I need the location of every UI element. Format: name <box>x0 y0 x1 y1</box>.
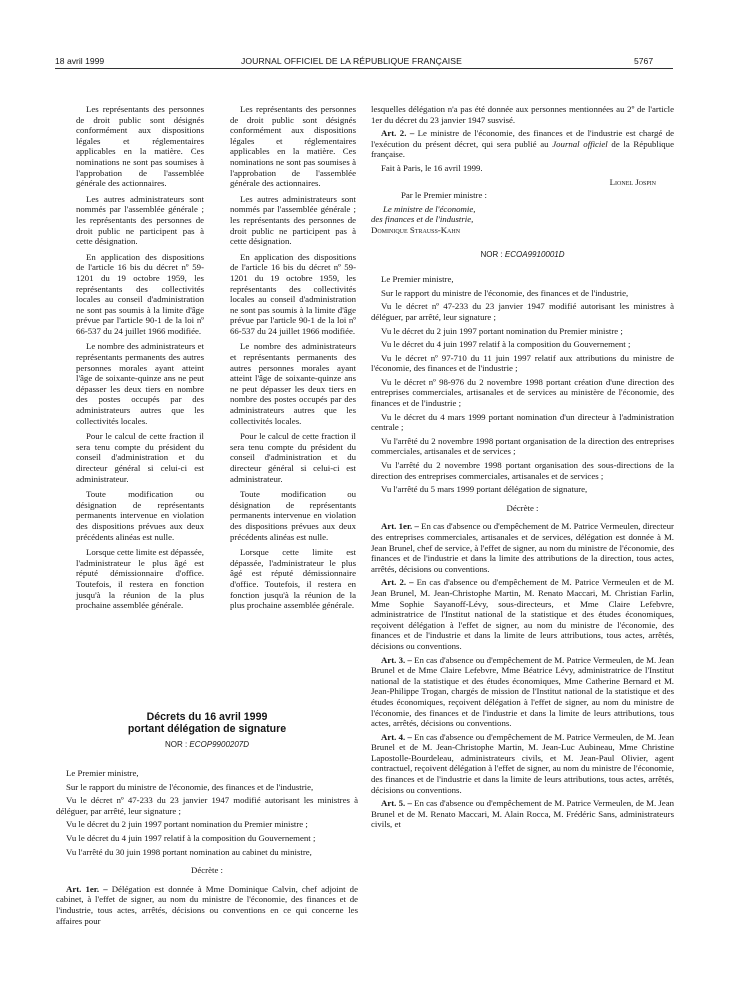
visa-line: Vu l'arrêté du 5 mars 1999 portant délégation de signature, <box>381 484 588 495</box>
article <box>371 577 674 651</box>
paragraph: Le nombre des administrateurs et représentants permanents des autres personnes morales ayant atteint l'âge de soixante-quinze ans ne peut dépasser les deux tiers en nombre des postes occupés par des administrateurs autres que les collectivités locales. <box>230 341 356 426</box>
minister-name: Dominique Strauss-Kahn <box>371 224 461 235</box>
paragraph: Pour le calcul de cette fraction il sera tenu compte du président du conseil d'administration et du directeur général si celui-ci est administrateur. <box>76 431 204 484</box>
paragraph: Les représentants des personnes de droit public sont désignés conformément aux dispositions légales et réglementaires applicables en la matière. Ces nominations ne sont pas soumises à l'approbation de l'assemblée générale des actionnaires. <box>230 104 356 189</box>
article-text-a: Le ministre de l'économie, des finances et de l'industrie est chargé de l'exécution du présent décret, qui sera publié au <box>371 128 675 149</box>
visa-line: Vu l'arrêté du 30 juin 1998 portant nomination au cabinet du ministre, <box>66 846 312 857</box>
article-1 <box>56 884 358 926</box>
nor-code: ECOA9910001D <box>504 249 565 259</box>
visa-line: Le Premier ministre, <box>66 768 139 778</box>
statutes-column-1-inner <box>56 104 206 611</box>
minister-title-line-2 <box>371 214 674 225</box>
minister-title-line-1 <box>383 204 674 215</box>
decree-title-line-1: Décrets du 16 avril 1999 <box>146 711 268 723</box>
paragraph: Les autres administrateurs sont nommés par l'assemblée générale ; les représentants des personnes de droit public ne participent pas à cette désignation. <box>76 193 204 247</box>
article-text: En cas d'absence ou d'empêchement de M. Patrice Vermeulen, de M. Jean Brunel et de M. Jean-Christophe Martin, M. Jean-Luc Aubineau, Mme Christine Lapostolle-Bourdeleau, administrateurs civils, et M. Jean-Paul Olivier, agent contractuel, reçoivent délégation à l'effet de signer, au nom du ministre de l'économie, des finances et de l'industrie et dans la limite de leurs attributions, tous actes, arrêtés, décisions ou conventions. <box>371 731 675 795</box>
continued-text: lesquelles délégation n'a pas été donnée aux personnes mentionnées au 2º de l'article 1er du décret du 23 janvier 1947 susvisé. <box>371 104 674 125</box>
article-text: En cas d'absence ou d'empêchement de M. Patrice Vermeulen, directeur des entreprises commerciales, artisanales et de services, délégation est donnée à M. Jean Brunel, chef de service, à l'effet de signer, au nom du ministre de l'économie, des finances et de l'industrie et dans la limite des attributions de la direction, tous actes, arrêtés, décisions ou conventions. <box>371 521 674 574</box>
visa-line: Vu le décret nº 47-233 du 23 janvier 1947 modifié autorisant les ministres à déléguer, par arrêté, leur signature ; <box>371 301 674 322</box>
article-text: En cas d'absence ou d'empêchement de M. Patrice Vermeulen, de M. Jean Brunel et de Mme Claire Lefebvre, Mme Béatrice Lévy, administratrice de l'Institut national de la statistique et des études économiques, Mme Catherine Bernard et M. Jean-Philippe Trogan, chargés de mission de l'Institut national de la statistique et des études économiques, reçoivent délégation à l'effet de signer, au nom du ministre de l'économie, des finances et de l'industrie et dans la limite de leurs attributions, tous actes, arrêtés, décisions ou conventions. <box>371 654 675 729</box>
nor-code: ECOP9900207D <box>189 740 250 749</box>
article-label: Art. 2. – <box>381 577 414 588</box>
visa-line: Vu le décret nº 97-710 du 11 juin 1997 relatif aux attributions du ministre de l'économie, des finances et de l'industrie ; <box>371 352 674 374</box>
visa-line: Vu le décret du 4 juin 1997 relatif à la composition du Gouvernement ; <box>66 832 316 843</box>
article-label: Art. 2. – <box>381 128 415 139</box>
visa-line: Vu l'arrêté du 2 novembre 1998 portant organisation de la direction des entreprises commerciales, artisanales et de services ; <box>371 435 674 457</box>
paragraph: Les représentants des personnes de droit public sont désignés conformément aux dispositions légales et réglementaires applicables en la matière. Ces nominations ne sont pas soumises à l'approbation de l'assemblée générale des actionnaires. <box>76 104 204 189</box>
visa-line: Vu l'arrêté du 2 novembre 1998 portant organisation des sous-directions de la direction des entreprises commerciales, artisanales et de services ; <box>371 460 674 481</box>
paragraph: Toute modification ou désignation de représentants permanents intervenue en violation des dispositions prévues aux deux précédents alinéas est nulle. <box>76 489 204 542</box>
visa-line: Le Premier ministre, <box>381 274 454 285</box>
decree-title-line-2: portant délégation de signature <box>127 723 287 735</box>
visa-line: Vu le décret nº 98-976 du 2 novembre 1998 portant création d'une direction des entreprises commerciales, artisanales et de services au ministère de l'économie, des finances et de l'industrie ; <box>371 376 674 409</box>
article-label: Art. 1er. – <box>66 883 108 894</box>
nor-reference-left <box>56 740 358 751</box>
nor-reference-right <box>371 250 674 261</box>
article-label: Art. 3. – <box>381 654 412 665</box>
decree-title <box>56 711 358 735</box>
header-rule <box>55 68 673 69</box>
paragraph: Lorsque cette limite est dépassée, l'administrateur le plus âgé est réputé démissionnaire d'office. Toutefois, il restera en fonction jusqu'à la réunion de la plus prochaine assemblée générale. <box>76 547 204 611</box>
visa-line: Vu le décret du 4 juin 1997 relatif à la composition du Gouvernement ; <box>381 339 631 350</box>
paragraph: En application des dispositions de l'article 16 bis du décret nº 59-1201 du 19 octobre 1959, les représentants des collectivités locales au conseil d'administration ne sont pas soumis à la limite d'âge prévue par l'article 90-1 de la loi nº 66-537 du 24 juillet 1966 modifiée. <box>76 251 204 336</box>
visa-line: Vu le décret du 4 mars 1999 portant nomination d'un directeur à l'administration centrale ; <box>371 411 674 433</box>
decrete-heading: Décrète : <box>506 502 539 513</box>
article-text: En cas d'absence ou d'empêchement de M. Patrice Vermeulen et de M. Jean Brunel, M. Jean-Christophe Martin, M. Renato Maccari, M. Christian Farlin, Mme Sophie Sayanoff-Lévy, sous-directeurs, et Mme Claire Lefebvre, administratrice de l'Institut national de la statistique et des études économiques, reçoivent délégation à l'effet de signer, au nom du ministre de l'économie, des finances et de l'industrie et dans la limite de leurs attributions, tous actes, arrêtés, décisions ou conventions. <box>371 577 675 651</box>
decree-1-body <box>56 768 358 929</box>
journal-reference: Journal officiel <box>552 138 608 149</box>
journal-title: JOURNAL OFFICIEL DE LA RÉPUBLIQUE FRANÇAISE <box>241 56 462 66</box>
par-premier-ministre: Par le Premier ministre : <box>401 190 487 201</box>
visa-line: Sur le rapport du ministre de l'économie, des finances et de l'industrie, <box>381 287 629 298</box>
paragraph: Le nombre des administrateurs et représentants permanents des autres personnes morales ayant atteint l'âge de soixante-quinze ans ne peut dépasser les deux tiers en nombre des postes occupés par des administrateurs autres que les collectivités locales. <box>76 341 204 426</box>
paragraph: Lorsque cette limite est dépassée, l'administrateur le plus âgé est réputé démissionnaire d'office. Toutefois, il restera en fonction jusqu'à la réunion de la plus prochaine assemblée générale. <box>230 547 356 611</box>
signatory-prime-minister: Lionel Jospin <box>609 176 656 187</box>
article-text-b: de la République française. <box>371 138 674 160</box>
right-column <box>371 104 674 833</box>
paragraph: Pour le calcul de cette fraction il sera tenu compte du président du conseil d'administration et du directeur général si celui-ci est administrateur. <box>230 431 356 484</box>
visa-line: Sur le rapport du ministre de l'économie, des finances et de l'industrie, <box>66 781 314 792</box>
fait-line: Fait à Paris, le 16 avril 1999. <box>381 162 483 173</box>
minister-title-text: des finances et de l'industrie, <box>371 214 474 225</box>
article-label: Art. 4. – <box>381 731 412 742</box>
article-label: Art. 5. – <box>381 798 412 809</box>
nor-label: NOR : <box>164 740 190 749</box>
article-label: Art. 1er. – <box>381 521 419 532</box>
nor-label: NOR : <box>480 249 505 259</box>
page-number: 5767 <box>634 56 654 66</box>
statutes-column-2 <box>230 104 356 616</box>
minister-title-text: Le ministre de l'économie, <box>383 203 476 214</box>
article <box>371 521 674 574</box>
decrete-heading: Décrète : <box>191 865 223 876</box>
article-text: Délégation est donnée à Mme Dominique Calvin, chef adjoint de cabinet, à l'effet de signer, au nom du ministre de l'économie, des finances et de l'industrie, tous actes, arrêtés, décisions ou conventions en ce qui concerne les affaires pour <box>56 883 358 926</box>
paragraph: En application des dispositions de l'article 16 bis du décret nº 59-1201 du 19 octobre 1959, les représentants des collectivités locales au conseil d'administration ne sont pas soumis à la limite d'âge prévue par l'article 90-1 de la loi nº 66-537 du 24 juillet 1966 modifiée. <box>230 251 356 336</box>
article-2 <box>371 128 674 160</box>
visa-line: Vu le décret du 2 juin 1997 portant nomination du Premier ministre ; <box>66 819 308 830</box>
paragraph: Toute modification ou désignation de représentants permanents intervenue en violation des dispositions prévues aux deux précédents alinéas est nulle. <box>230 489 356 542</box>
article-text: En cas d'absence ou d'empêchement de M. Patrice Vermeulen, de M. Jean Brunel et de M. Renato Maccari, M. Alain Rocca, M. Frédéric Sans, administrateurs civils, et <box>371 798 675 830</box>
article <box>371 798 674 830</box>
visa-line: Vu le décret nº 47-233 du 23 janvier 1947 modifié autorisant les ministres à déléguer, par arrêté, leur signature ; <box>56 795 358 816</box>
statutes-column-1 <box>56 104 206 616</box>
visa-line: Vu le décret du 2 juin 1997 portant nomination du Premier ministre ; <box>381 325 623 336</box>
paragraph: Les autres administrateurs sont nommés par l'assemblée générale ; les représentants des personnes de droit public ne participent pas à cette désignation. <box>230 193 356 247</box>
article <box>371 655 674 729</box>
header-date: 18 avril 1999 <box>55 56 105 66</box>
article <box>371 732 674 796</box>
